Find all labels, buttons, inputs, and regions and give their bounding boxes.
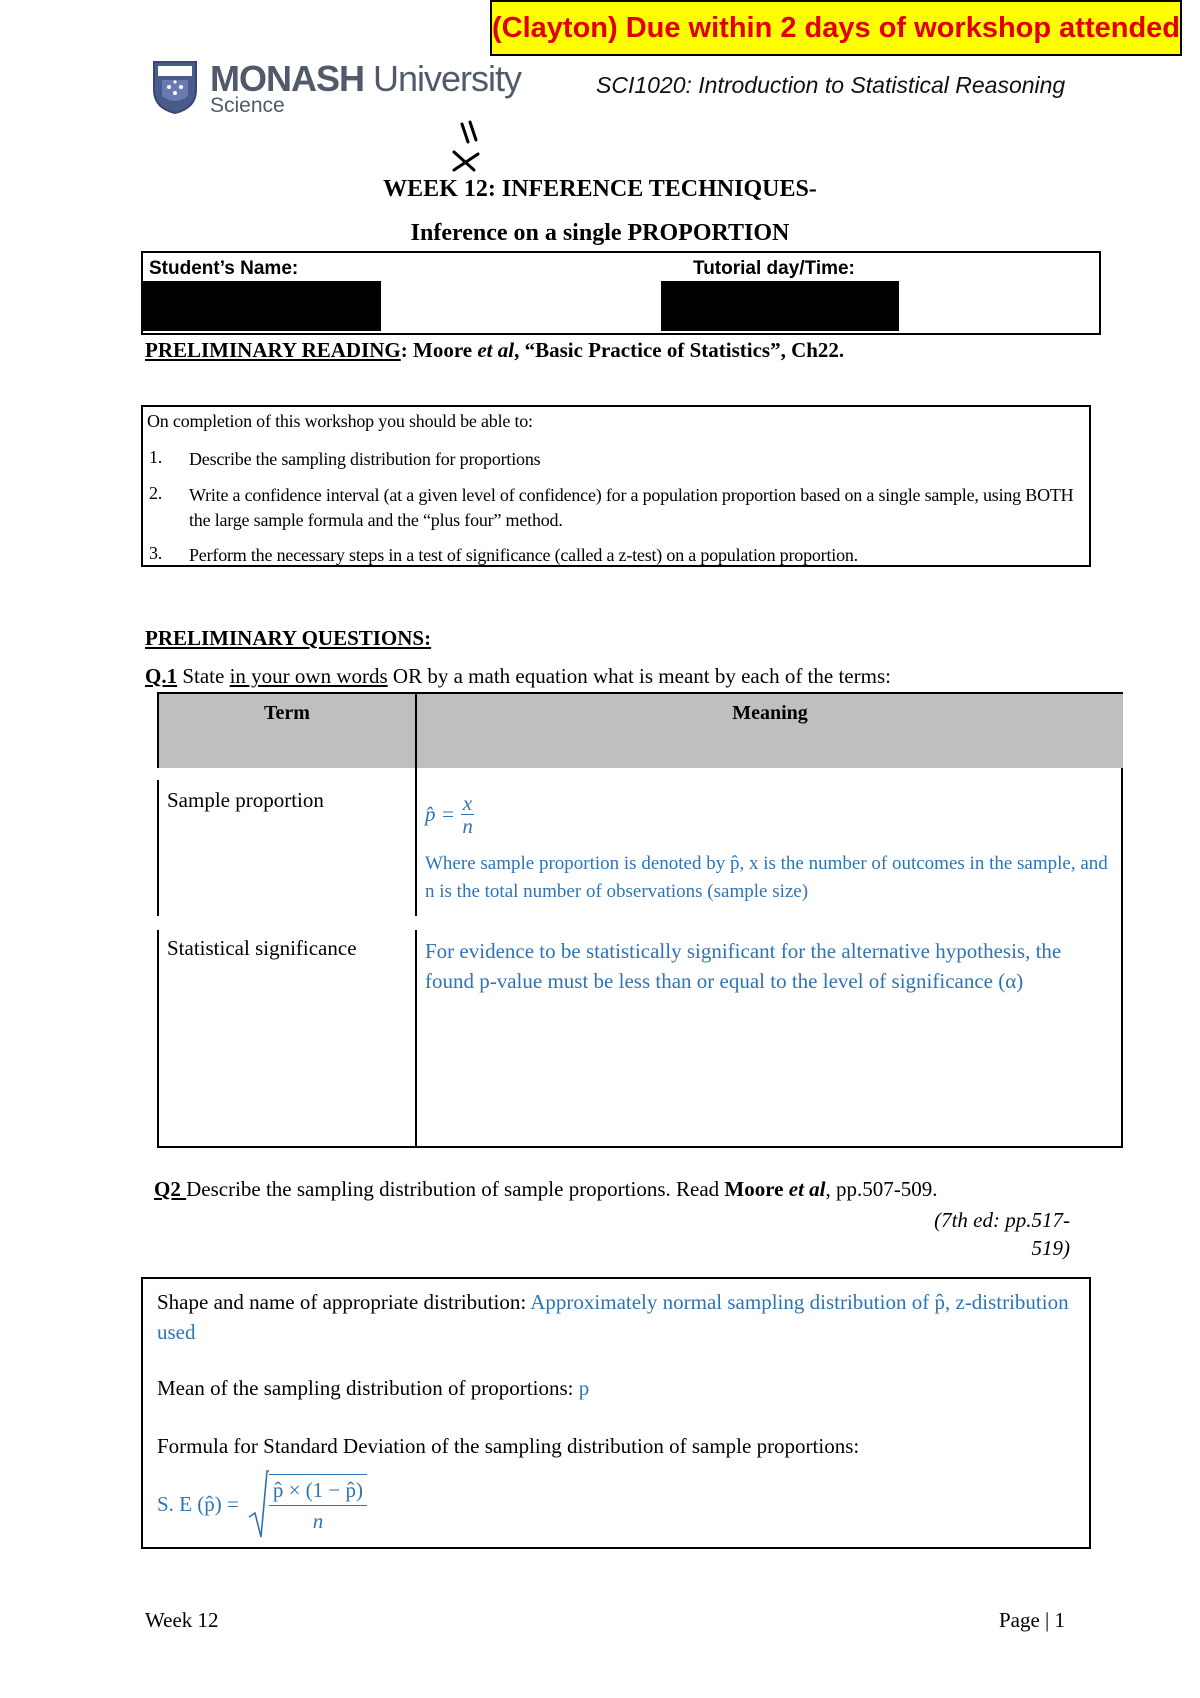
objective-text: Write a confidence interval (at a given level of confidence) for a population proportion based on a single sample, using BOTH the large sample formula and the “plus four” method. [189,485,1074,530]
tutorial-time-label: Tutorial day/Time: [693,258,855,279]
term-statistical-significance: Statistical significance [167,936,357,960]
monash-shield-icon [152,60,198,114]
student-name-redaction [143,281,381,331]
logo-faculty: Science [210,94,285,117]
objective-number: 1. [149,447,163,467]
sample-proportion-formula: p̂ = $\frac{x}{n}$ [425,791,473,838]
course-title: SCI1020: Introduction to Statistical Reasoning [596,72,1066,98]
page-title: WEEK 12: INFERENCE TECHNIQUES- [383,176,817,202]
question-2: Q2 Describe the sampling distribution of sample proportions. Read Moore et al, pp.507-509. [154,1177,938,1201]
mean-answer-row: Mean of the sampling distribution of proportions: p [157,1376,590,1400]
question-2-edition-note: 519) [1031,1236,1070,1260]
preliminary-reading: PRELIMINARY READING: Moore et al, “Basic Practice of Statistics”, Ch22. [145,338,845,362]
table-border [157,692,1123,694]
logo-wordmark: MONASH University [210,58,522,99]
monash-logo [152,58,522,122]
term-sample-proportion: Sample proportion [167,788,324,812]
question-2-edition-note: (7th ed: pp.517- [934,1208,1070,1232]
table-border [157,780,159,1148]
handwritten-scribble-icon [448,120,494,176]
objective-text: Describe the sampling distribution for proportions [189,449,541,469]
meaning-sample-proportion: Where sample proportion is denoted by p̂, x is the number of outcomes in the sample, and n is the total number of observations (sample size) [425,853,1108,902]
table-border [1121,768,1123,1148]
page-subtitle: Inference on a single PROPORTION [410,220,790,246]
objective-number: 3. [149,543,163,563]
tutorial-time-redaction [661,281,899,331]
terms-table [157,692,1123,1148]
due-banner [490,0,1182,56]
column-header-term: Term [264,702,310,724]
question-1: Q.1 State in your own words OR by a math equation what is meant by each of the terms: [145,664,891,688]
table-border [157,1146,1123,1148]
square-root-icon [247,1469,269,1539]
objective-number: 2. [149,483,163,503]
column-header-meaning: Meaning [732,702,808,724]
learning-objectives-box [141,405,1091,567]
objective-text: Perform the necessary steps in a test of significance (called a z-test) on a population proportion. [189,545,858,565]
sampling-distribution-answer-box [141,1277,1091,1549]
student-info-box [141,251,1101,335]
objectives-intro: On completion of this workshop you should be able to: [147,411,533,431]
shape-answer-row: Shape and name of appropriate distribution: Approximately normal sampling distribution of p̂, z-distribution used [157,1290,1069,1344]
meaning-statistical-significance: For evidence to be statistically significant for the alternative hypothesis, the found p-value must be less than or equal to the level of significance (α) [425,939,1062,993]
footer-page-number: Page | 1 [998,1608,1065,1632]
sd-formula-label: Formula for Standard Deviation of the sampling distribution of sample proportions: [157,1434,860,1458]
preliminary-questions-heading: PRELIMINARY QUESTIONS: [145,626,432,650]
student-name-label: Student’s Name: [149,258,299,279]
footer-week: Week 12 [145,1608,219,1632]
due-banner-text: (Clayton) Due within 2 days of workshop attended [492,11,1180,44]
standard-error-formula: S. E (p̂) = p̂ × (1 − p̂) n [157,1465,457,1543]
